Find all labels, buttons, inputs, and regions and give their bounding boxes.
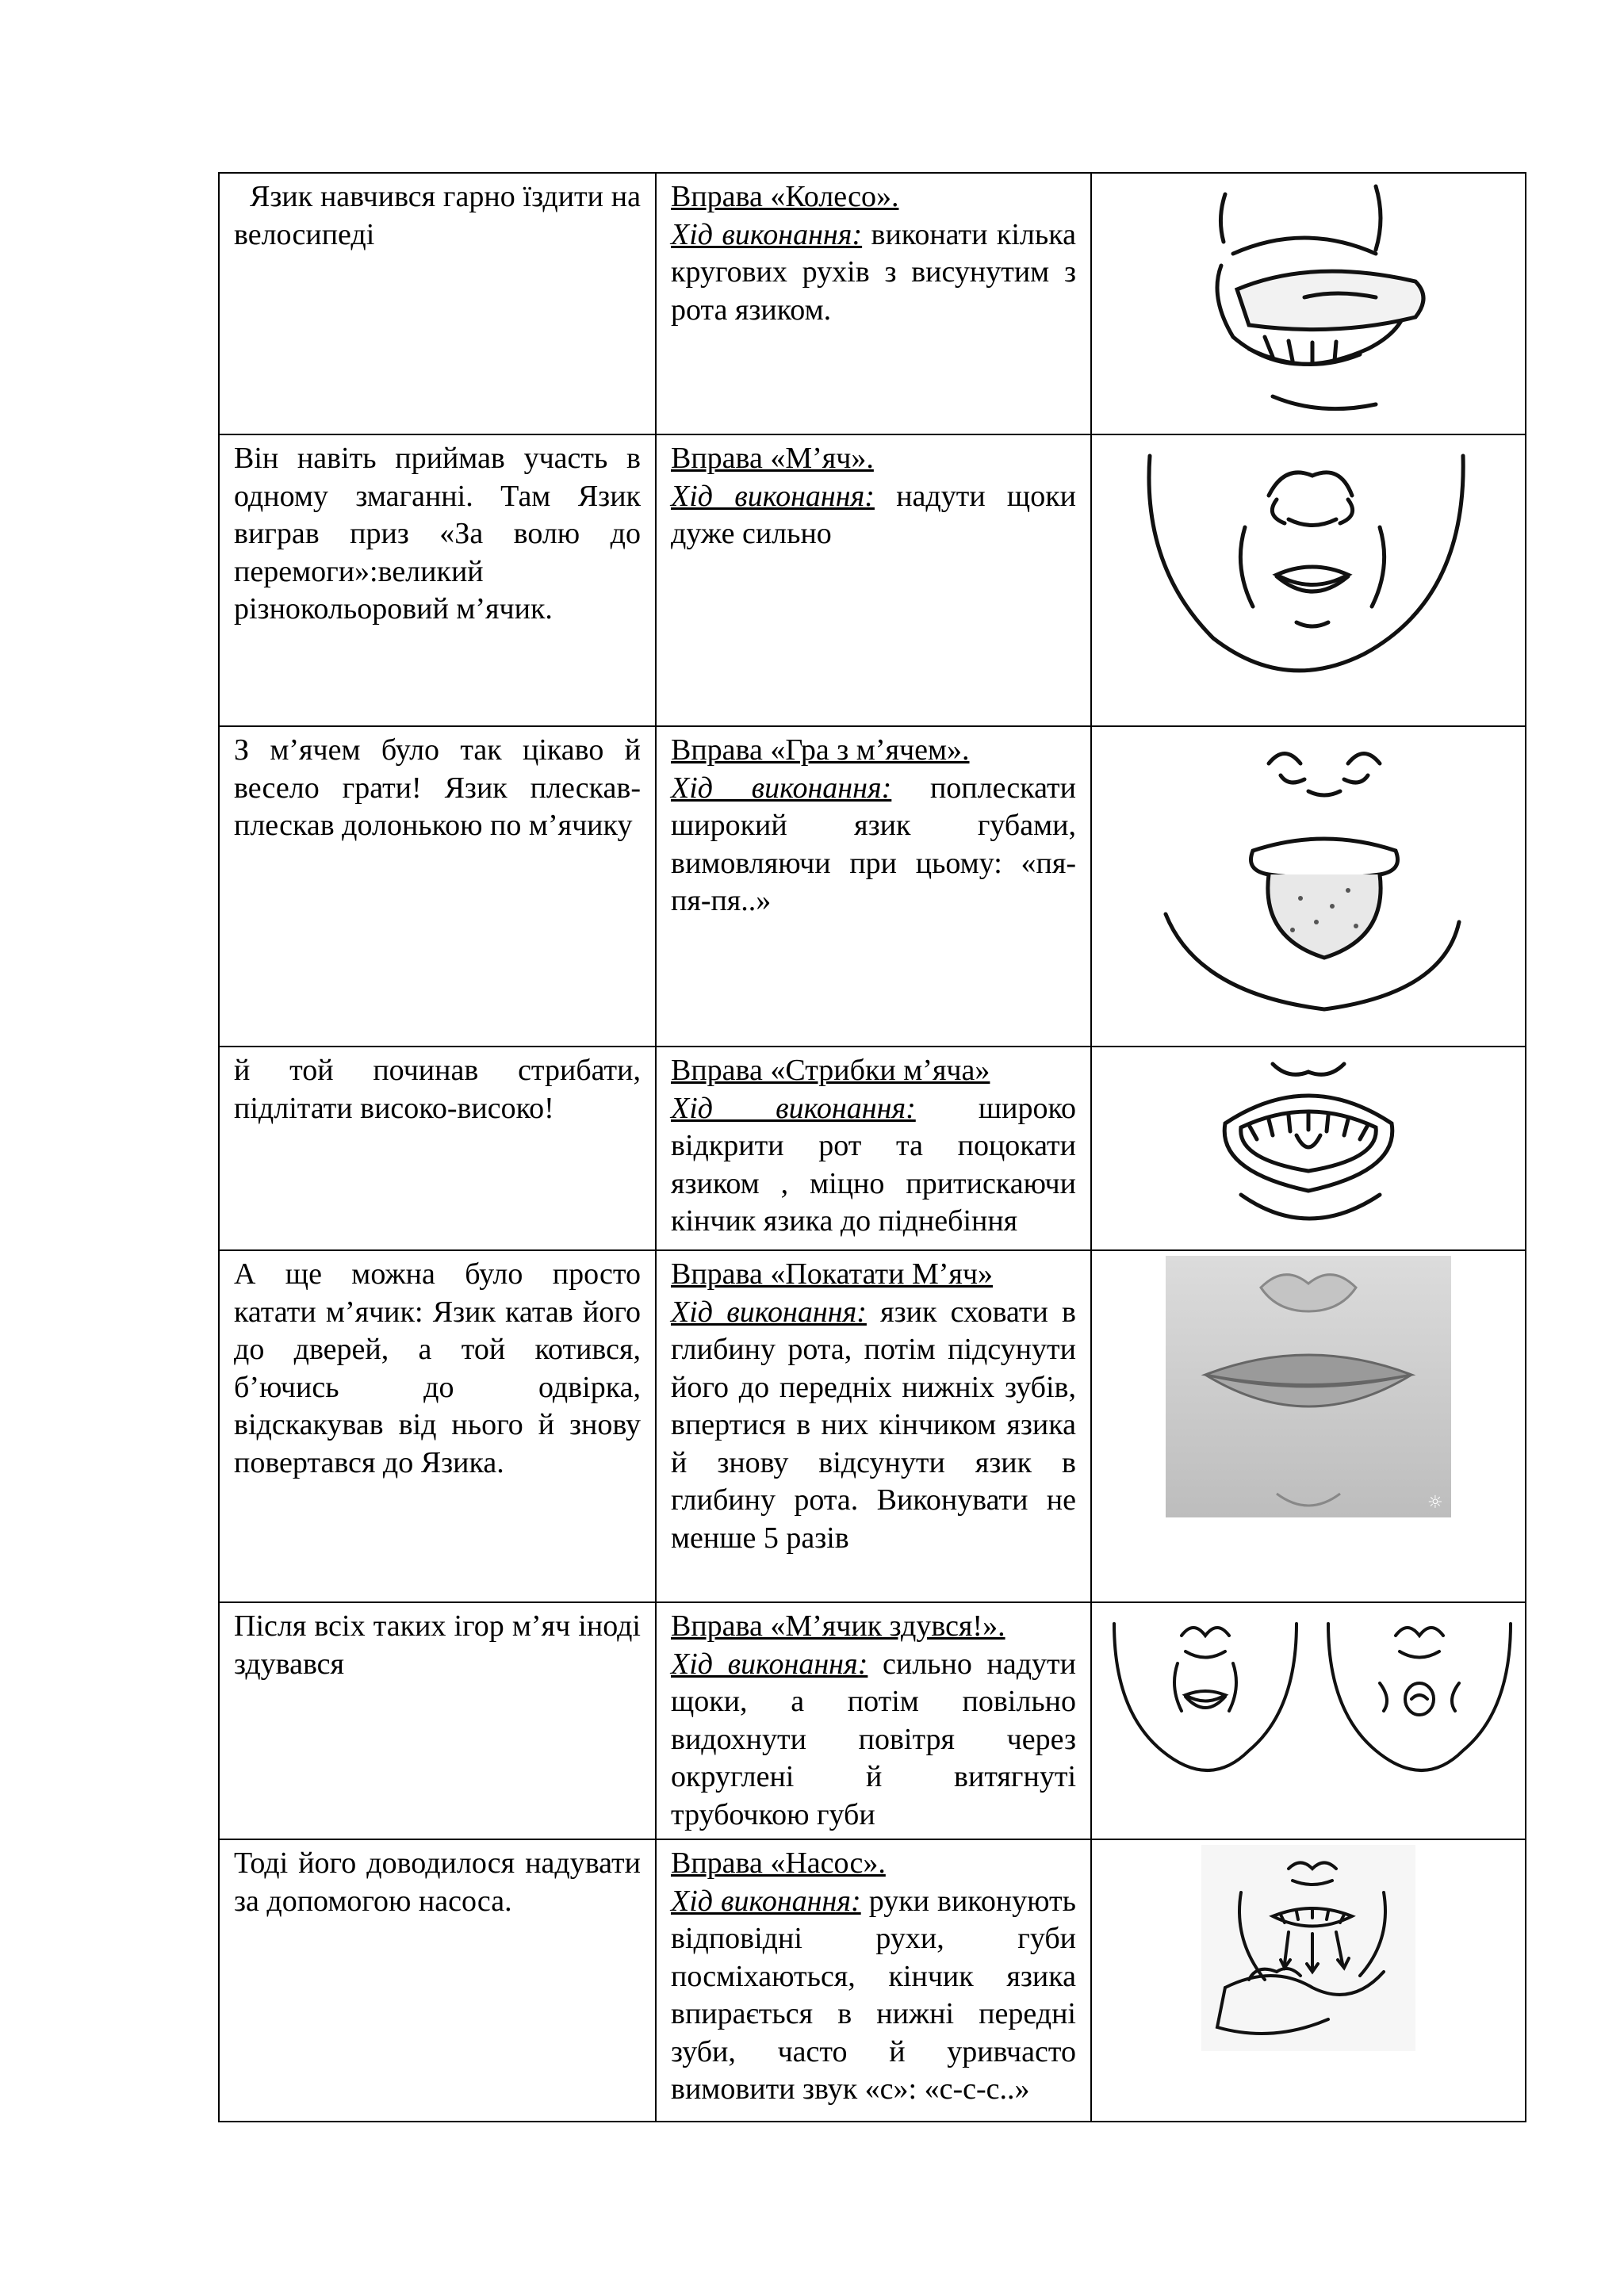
exercise-description	[671, 1845, 1076, 2109]
story-text: Язик навчився гарно їздити на велосипеді	[234, 180, 641, 251]
illustration-cell	[1091, 1602, 1526, 1839]
howto-label: Хід виконання:	[671, 771, 892, 805]
exercise-cell	[656, 726, 1091, 1047]
howto-label: Хід виконання:	[671, 1091, 916, 1125]
table-row	[219, 173, 1526, 434]
howto-text: поплескати широкий язик губами, вимовляючи при цьому: «пя-пя-пя..»	[671, 771, 1076, 917]
hand-pump-mouth-icon	[1201, 1845, 1415, 2051]
howto-text: язик сховати в глибину рота, потім підсунути його до передніх нижніх зубів, впертися в них кінчиком язика й знову відсунути язик в глибину рота. Виконувати не менше 5 разів	[671, 1295, 1076, 1555]
table-row	[219, 1602, 1526, 1839]
exercise-description	[671, 1608, 1076, 1834]
exercise-title: Вправа «Покатати М’яч»	[671, 1257, 993, 1291]
howto-label: Хід виконання:	[671, 1884, 861, 1918]
howto-text: руки виконують відповідні рухи, губи посміхаються, кінчик язика впирається в нижні передні зуби, часто й уривчасто вимовити звук «с»: «с-с-с..»	[671, 1884, 1076, 2106]
open-mouth-icon	[1209, 1052, 1408, 1234]
story-cell	[219, 1250, 656, 1602]
illustration-cell	[1091, 434, 1526, 726]
howto-text: виконати кілька кругових рухів з висунутим з рота язиком.	[671, 217, 1076, 327]
illustration-cell	[1091, 1250, 1526, 1602]
table-row	[219, 726, 1526, 1047]
table-row	[219, 1047, 1526, 1250]
exercise-title: Вправа «М’яч».	[671, 442, 874, 475]
story-text: А ще можна було просто катати м’ячик: Язик катав його до дверей, а той котився, б’ючись до одвірка, відскакував від нього й знову повертався до Язика.	[234, 1257, 641, 1479]
table-row	[219, 1839, 1526, 2122]
howto-text: широко відкрити рот та поцокати язиком , міцно притискаючи кінчик язика до піднебіння	[671, 1091, 1076, 1238]
howto-label: Хід виконання:	[671, 1647, 868, 1681]
howto-text: сильно надути щоки, а потім повільно видохнути повітря через округлені й витягнуті трубочкою губи	[671, 1647, 1076, 1831]
illustration-cell	[1091, 1047, 1526, 1250]
exercise-cell	[656, 434, 1091, 726]
exercise-title: Вправа «Гра з м’ячем».	[671, 733, 970, 767]
exercise-title: Вправа «Насос».	[671, 1846, 886, 1880]
story-cell	[219, 1839, 656, 2122]
closed-lips-photo-icon	[1166, 1256, 1451, 1517]
story-text: Після всіх таких ігор м’яч іноді здувався	[234, 1609, 641, 1681]
story-text: Тоді його доводилося надувати за допомогою насоса.	[234, 1846, 641, 1918]
exercise-title: Вправа «М’ячик здувся!».	[671, 1609, 1005, 1643]
exercise-title: Вправа «Колесо».	[671, 180, 899, 213]
howto-text: надути щоки дуже сильно	[671, 479, 1076, 550]
story-text: З м’ячем було так цікаво й весело грати! Язик плескав-плескав долонькою по м’ячику	[234, 733, 641, 842]
story-text: Він навіть приймав участь в одному змаганні. Там Язик виграв приз «За волю до перемоги»:великий різнокольоровий м’ячик.	[234, 442, 641, 626]
illustration-cell	[1091, 173, 1526, 434]
exercise-table	[218, 172, 1526, 2122]
illustration-cell	[1091, 1839, 1526, 2122]
story-cell	[219, 173, 656, 434]
two-faces-exhale-icon	[1106, 1608, 1519, 1790]
story-cell	[219, 434, 656, 726]
story-cell	[219, 1602, 656, 1839]
exercise-title: Вправа «Стрибки м’яча»	[671, 1054, 990, 1087]
table-row	[219, 434, 1526, 726]
exercise-cell	[656, 1250, 1091, 1602]
exercise-cell	[656, 1602, 1091, 1839]
story-cell	[219, 726, 656, 1047]
exercise-cell	[656, 1839, 1091, 2122]
illustration-cell	[1091, 726, 1526, 1047]
exercise-cell	[656, 173, 1091, 434]
exercise-description	[671, 1052, 1076, 1241]
exercise-description	[671, 178, 1076, 329]
howto-label: Хід виконання:	[671, 1295, 867, 1329]
story-text: й той починав стрибати, підлітати високо-високо!	[234, 1054, 641, 1125]
howto-label: Хід виконання:	[671, 217, 863, 251]
exercise-description	[671, 1256, 1076, 1557]
exercise-description	[671, 440, 1076, 553]
exercise-cell	[656, 1047, 1091, 1250]
exercise-description	[671, 732, 1076, 920]
wide-tongue-face-icon	[1150, 732, 1467, 1017]
svg-text:☼: ☼	[1427, 1493, 1443, 1513]
tongue-circle-icon	[1178, 178, 1439, 416]
table-row	[219, 1250, 1526, 1602]
howto-label: Хід виконання:	[671, 479, 875, 513]
story-cell	[219, 1047, 656, 1250]
puffed-cheeks-face-icon	[1126, 440, 1491, 694]
